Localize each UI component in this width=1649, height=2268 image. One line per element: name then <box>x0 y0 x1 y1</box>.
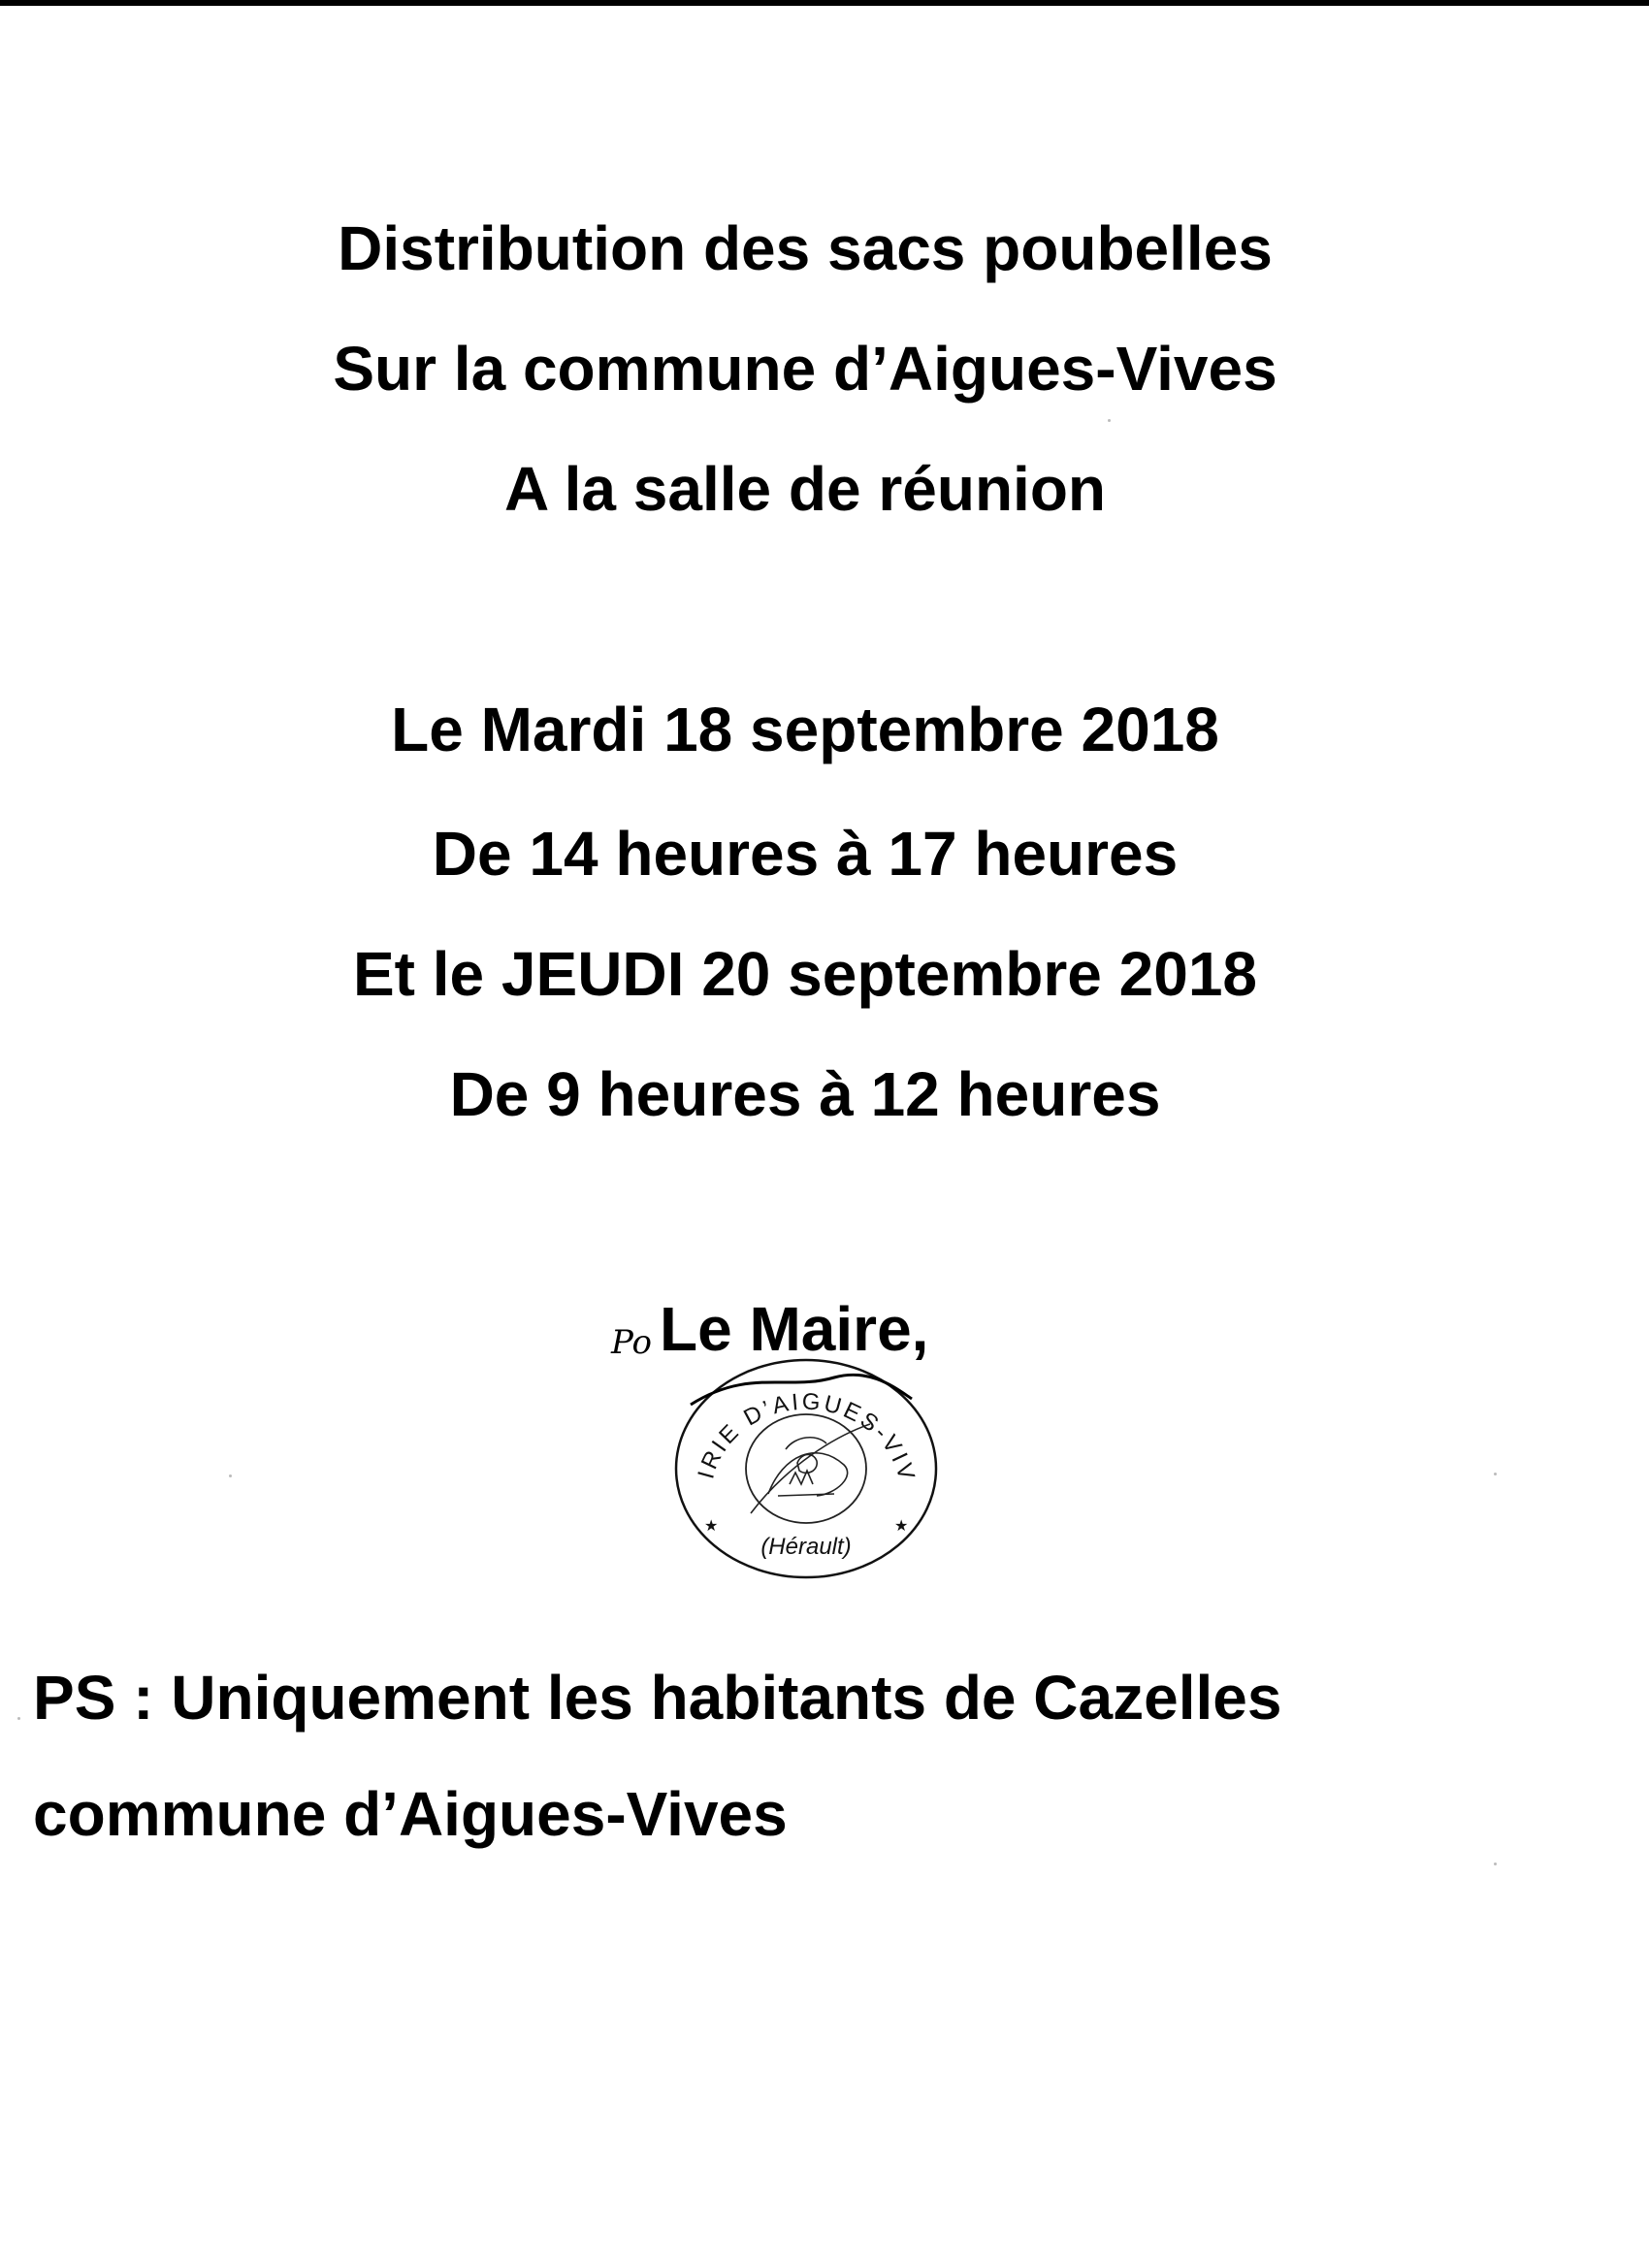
mairie-seal-stamp <box>671 1348 941 1581</box>
scan-speck <box>1494 1473 1497 1475</box>
notice-hours-2: De 9 heures à 12 heures <box>449 1059 1161 1129</box>
signer-title: Le Maire, <box>660 1294 929 1364</box>
seal-region-text: (Hérault) <box>760 1534 852 1560</box>
seal-star-left: ★ <box>704 1518 719 1535</box>
notice-hours-1: De 14 heures à 17 heures <box>432 819 1179 889</box>
postscript-line-2: commune d’Aigues-Vives <box>33 1779 788 1849</box>
scan-speck <box>1494 1863 1497 1865</box>
seal-stamp-icon <box>671 1348 941 1581</box>
seal-ring-text: IRIE D’AIGUES-VIV <box>693 1388 921 1486</box>
scan-speck <box>1108 419 1111 422</box>
scan-speck <box>229 1474 232 1477</box>
notice-date-1: Le Mardi 18 septembre 2018 <box>391 695 1219 764</box>
seal-emblem <box>751 1424 870 1513</box>
notice-commune: Sur la commune d’Aigues-Vives <box>333 334 1277 404</box>
scan-speck <box>17 1717 20 1720</box>
notice-date-2: Et le JEUDI 20 septembre 2018 <box>352 939 1258 1009</box>
postscript-line-1: PS : Uniquement les habitants de Cazelles <box>33 1663 1282 1733</box>
notice-title: Distribution des sacs poubelles <box>338 213 1273 283</box>
postscript <box>33 1659 1585 1853</box>
seal-star-right: ★ <box>894 1518 909 1535</box>
po-handwritten-mark: Po <box>611 1323 652 1362</box>
signature-stroke <box>691 1375 912 1405</box>
notice-location: A la salle de réunion <box>503 454 1107 524</box>
